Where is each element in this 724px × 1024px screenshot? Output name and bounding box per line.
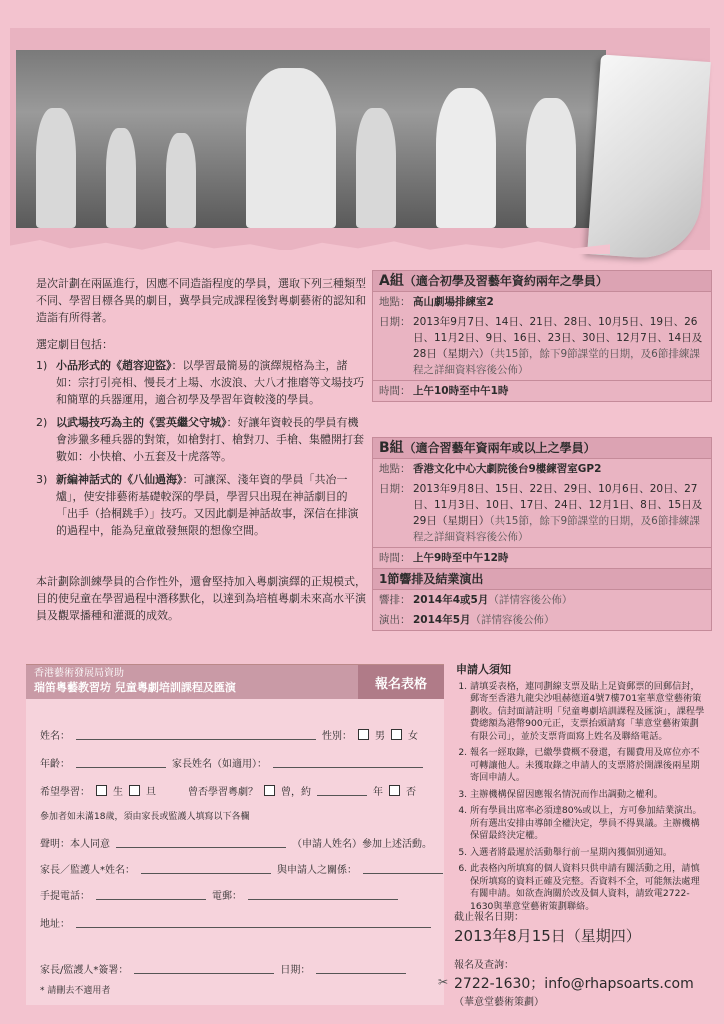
age-field[interactable] (76, 757, 166, 768)
dan-checkbox[interactable] (129, 785, 140, 796)
learned-yes-checkbox[interactable] (264, 785, 275, 796)
learned-no-checkbox[interactable] (389, 785, 400, 796)
female-checkbox[interactable] (391, 729, 402, 740)
application-form: 香港藝術發展局資助 瑞笛粵藝教習坊 兒童粵劇培訓課程及匯演 報名表格 姓名： 性別： 男 女 年齡： 家長姓名（如適用）： 希望學習： 生 旦 曾否學習粵劇？ 曾，約 年 否 參加者如未滿18歲，須由家長或監護人填寫以下各欄 聲明：本人同意 （申請人姓名）參加上述活動。 家長／監護人*姓名： 與申請人之關係： 手提電話： 電郵： 地址： 家長/監護人*簽署： 日期： * 請刪去不適用者 (26, 664, 444, 1005)
relation-field[interactable] (363, 863, 443, 874)
age-label: 年齡： (40, 759, 70, 770)
contact-info[interactable]: 2722-1630；info@rhapsoarts.com (454, 976, 694, 992)
rehearsal-heading: 1節響排及結業演出 (373, 569, 711, 590)
repertoire-list (36, 357, 366, 539)
name-label: 姓名： (40, 731, 70, 742)
list-item: 3) 新編神話式的《八仙過海》：可讓深、淺年資的學員「共冶一爐」，使安排藝術基礎較深的學員，學習只出現在神話劇目的「出手（拾桐跳手）」技巧。又因此劇是神話故事，深信在排演的過程中，能為兒童啟發無限的想像空間。 (36, 473, 359, 537)
group-a-dates: 2013年9月7日、14日、21日、28日、10月5日、19日、26日、11月2日、9日、16日、23日、30日、12月7日、14日及28日（星期六） (413, 316, 703, 360)
applicant-notes (456, 664, 706, 917)
guardian-field[interactable] (141, 863, 271, 874)
group-b-heading: B組（適合習藝年資兩年或以上之學員） (373, 438, 711, 459)
under18-note: 參加者如未滿18歲，須由家長或監護人填寫以下各欄 (40, 812, 250, 822)
deadline-date: 2013年8月15日（星期四） (454, 927, 641, 945)
closing-paragraph: 本計劃除訓練學員的合作性外，還會堅持加入粵劇演繹的正規模式，目的使兒童在學習過程中潛移默化，以達到為培植粵劇未來高水平演員及觀眾播種和灌溉的成效。 (36, 575, 366, 622)
list-item: 1) 小品形式的《趙容迎盜》：以學習最簡易的演繹規格為主，諸如：宗打引亮相、慢長才上場、水波浪、大八才推磨等文場技巧和簡單的兵器運用，適合初學及學習年資較淺的學員。 (36, 359, 364, 406)
address-field[interactable] (76, 917, 431, 928)
organizer: （華意堂藝術策劃） (454, 997, 544, 1008)
group-b-time: 上午9時至中午12時 (413, 552, 509, 564)
date-label: 日期： (280, 965, 311, 976)
gender-label: 性別： (322, 731, 352, 742)
study-label: 希望學習： (40, 787, 90, 798)
program-title: 瑞笛粵藝教習坊 兒童粵劇培訓課程及匯演 (34, 681, 236, 694)
male-checkbox[interactable] (358, 729, 369, 740)
intro-section (36, 275, 366, 545)
sponsor-text: 香港藝術發展局資助 (34, 668, 124, 679)
email-label: 電郵： (212, 891, 242, 902)
group-a-time: 上午10時至中午1時 (413, 385, 509, 397)
scissors-icon: ✂ (438, 975, 449, 989)
name-field[interactable] (76, 729, 316, 740)
sign-label: 家長/監護人*簽署： (40, 965, 129, 976)
form-footnote: * 請刪去不適用者 (40, 986, 111, 996)
guardian-label: 家長／監護人*姓名： (40, 865, 135, 876)
address-label: 地址： (40, 919, 70, 930)
group-a-box: A組（適合初學及習藝年資約兩年之學員） 地點： 高山劇場排練室2 日期： 2013年9月7日、14日、21日、28日、10月5日、19日、26日、11月2日、9日、16日、23日、30日、12月7日、14日及28日（星期六）（共15節，餘下9節課堂的日期，及6節排練課程之詳細資料容後公佈） 時間： 上午10時至中午1時 (372, 270, 712, 402)
mobile-field[interactable] (96, 889, 206, 900)
parent-field[interactable] (273, 757, 423, 768)
declare-name-field[interactable] (116, 837, 286, 848)
group-b-venue: 香港文化中心大劇院後台9樓練習室GP2 (413, 463, 602, 475)
signature-field[interactable] (134, 963, 274, 974)
date-field[interactable] (316, 963, 406, 974)
note-item: 3. 主辦機構保留因應報名情況而作出調動之權利。 (470, 789, 706, 802)
notes-title: 申請人須知 (456, 663, 511, 676)
group-b-dates: 2013年9月8日、15日、22日、29日、10月6日、20日、27日、11月3日、10日、17日、24日、12月1日、8日、15日及29日（星期日） (413, 483, 703, 527)
relation-label: 與申請人之關係： (277, 865, 357, 876)
note-item: 2. 報名一經取錄，已繳學費概不發還，有關費用及席位亦不可轉讓他人。未獲取錄之申請人的支票將於開課後兩星期寄回申請人。 (470, 747, 706, 785)
note-item: 5. 入選者將最遲於活動舉行前一星期內獲個別通知。 (470, 847, 706, 860)
group-a-heading: A組（適合初學及習藝年資約兩年之學員） (373, 271, 711, 292)
learned-label: 曾否學習粵劇？ (188, 787, 258, 798)
sheng-checkbox[interactable] (96, 785, 107, 796)
mobile-label: 手提電話： (40, 891, 90, 902)
note-item: 1. 請填妥表格，連同劃線支票及貼上足資郵票的回郵信封，郵寄至香港九龍尖沙咀赫德道4號7樓701室華意堂藝術策劃收。信封面請註明「兒童粵劇培訓課程及匯演」，課程學費總額為港幣900元正，支票抬頭請寫「華意堂藝術策劃有限公司」，並於支票背面寫上姓名及聯絡電話。 (470, 681, 706, 744)
form-badge: 報名表格 (358, 665, 444, 699)
intro-paragraph: 是次計劃在兩區進行，因應不同造詣程度的學員，選取下列三種類型不同、學習目標各異的劇目，冀學員完成課程後對粵劇藝術的認知和造詣有所得著。 (36, 277, 366, 324)
email-field[interactable] (248, 889, 398, 900)
rehearsal-box: 1節響排及結業演出 響排： 2014年4或5月（詳情容後公佈） 演出： 2014年5月（詳情容後公佈） (372, 568, 712, 631)
group-b-box: B組（適合習藝年資兩年或以上之學員） 地點： 香港文化中心大劇院後台9樓練習室GP2 日期： 2013年9月8日、15日、22日、29日、10月6日、20日、27日、11月3日、10日、17日、24日、12月1日、8日、15日及29日（星期日）（共15節，餘下9節課堂的日期，及6節排練課程之詳細資料容後公佈） 時間： 上午9時至中午12時 (372, 437, 712, 569)
deadline-section (454, 908, 714, 1008)
note-item: 6. 此表格內所填寫的個人資料只供申請有關活動之用，請慎保所填寫的資料正確及完整。否資料不全，可能無法處理有關申請。如欲查詢關於改及個人資料，請致電2722-1630與華意堂藝術策劃聯絡。 (470, 863, 706, 913)
note-item: 4. 所有學員出席率必須達80%或以上，方可參加結業演出。所有選出安排由導師全權決定，學員不得異議。主辦機構保留最終決定權。 (470, 805, 706, 843)
list-title: 選定劇目包括： (36, 338, 113, 351)
deadline-label: 截止報名日期： (454, 912, 524, 923)
form-header (26, 665, 444, 699)
rehearsal-photo (16, 50, 606, 228)
group-a-venue: 高山劇場排練室2 (413, 296, 494, 308)
years-field[interactable] (317, 785, 367, 796)
contact-label: 報名及查詢： (454, 960, 514, 971)
declare-label: 聲明：本人同意 (40, 839, 110, 850)
list-item: 2) 以武場技巧為主的《雲英繼父守城》：好讓年資較長的學員有機會涉獵多種兵器的對策，如槍對打、槍對刀、手槍、集體開打套數如：小快槍、小五套及十虎落等。 (36, 416, 364, 463)
parent-label: 家長姓名（如適用）： (172, 759, 267, 770)
